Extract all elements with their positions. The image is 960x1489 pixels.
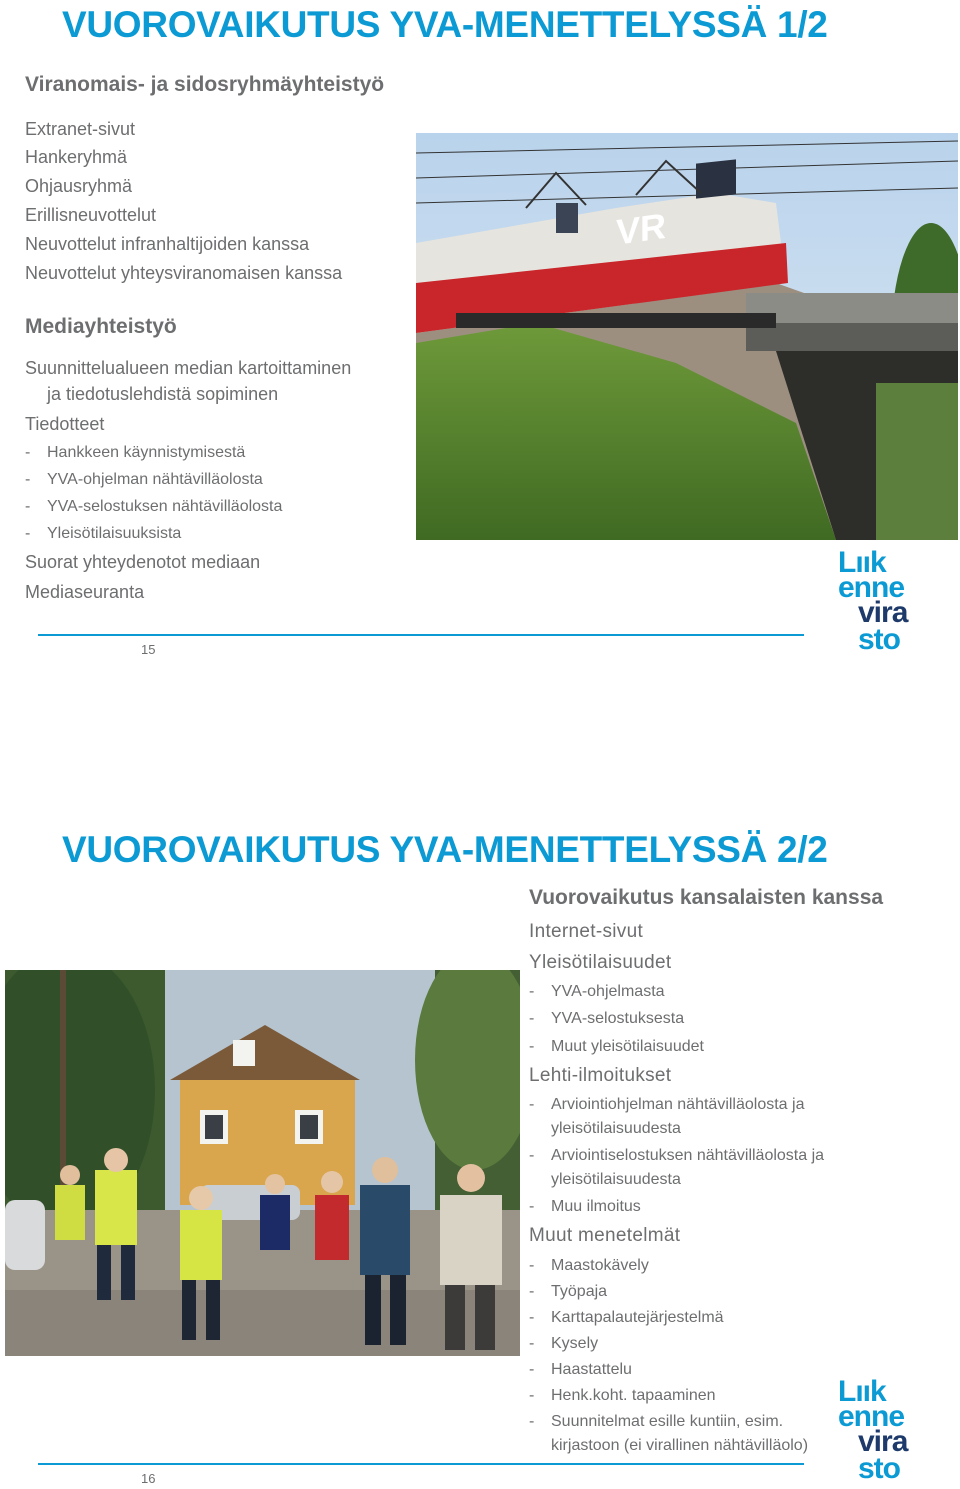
sub-list-item-continuation: yleisötilaisuudesta <box>551 1120 681 1137</box>
liikennevirasto-logo <box>838 1377 938 1489</box>
logo-line: vira <box>858 1425 908 1458</box>
list-item: Tiedotteet <box>25 414 105 434</box>
page-number: 16 <box>141 1471 156 1486</box>
footer-divider <box>38 634 804 636</box>
list-item: Muut menetelmät <box>529 1225 681 1246</box>
footer-divider <box>38 1463 804 1465</box>
sub-list-item: - Karttapalautejärjestelmä <box>529 1309 724 1326</box>
sub-list-item-continuation: kirjastoon (ei virallinen nähtävilläolo) <box>551 1437 809 1454</box>
list-item: Suorat yhteydenotot mediaan <box>25 552 261 572</box>
section-heading: Vuorovaikutus kansalaisten kanssa <box>529 886 884 909</box>
sub-list-item: - YVA-selostuksen nähtävilläolosta <box>25 498 283 515</box>
list-item: Erillisneuvottelut <box>25 205 157 225</box>
sub-list-item-text: Karttapalautejärjestelmä <box>551 1309 724 1326</box>
sub-list-item-text: Haastattelu <box>551 1361 632 1378</box>
list-item: Internet-sivut <box>529 921 644 942</box>
people-outdoors-photo <box>5 970 520 1356</box>
sub-list-item: - Suunnitelmat esille kuntiin, esim. <box>529 1413 784 1430</box>
sub-list-item-text: Muu ilmoitus <box>551 1198 641 1215</box>
logo-line: Lıık <box>838 1375 886 1408</box>
sub-list-item-text: YVA-ohjelman nähtävilläolosta <box>47 471 263 488</box>
logo-line: enne <box>838 1400 905 1433</box>
train-on-bridge-photo <box>416 133 958 540</box>
sub-list-item: - Muu ilmoitus <box>529 1198 641 1215</box>
sub-list-item-text: Työpaja <box>551 1283 608 1300</box>
list-item: Hankeryhmä <box>25 147 128 167</box>
sub-list-item-text: Yleisötilaisuuksista <box>47 525 182 542</box>
sub-list-item: - Maastokävely <box>529 1257 649 1274</box>
sub-list-item-text: Muut yleisötilaisuudet <box>551 1038 704 1055</box>
section-heading: Mediayhteistyö <box>25 315 177 338</box>
section-heading: Viranomais- ja sidosryhmäyhteistyö <box>25 73 385 96</box>
list-item: ja tiedotuslehdistä sopiminen <box>47 384 279 404</box>
sub-list-item: - Haastattelu <box>529 1361 632 1378</box>
list-item: Extranet-sivut <box>25 119 136 139</box>
svg-text:VR: VR <box>616 205 666 253</box>
sub-list-item-text: Arviointiohjelman nähtävilläolosta ja <box>551 1096 805 1113</box>
page-number: 15 <box>141 642 156 657</box>
sub-list-item-text: Arviointiselostuksen nähtävilläolosta ja <box>551 1147 825 1164</box>
sub-list-item: - Arviointiohjelman nähtävilläolosta ja <box>529 1096 805 1113</box>
sub-list-item: - YVA-ohjelmasta <box>529 983 665 1000</box>
sub-list-item-text: YVA-selostuksen nähtävilläolosta <box>47 498 283 515</box>
list-item: Mediaseuranta <box>25 582 145 602</box>
sub-list-item: - Työpaja <box>529 1283 608 1300</box>
logo-line: sto <box>858 1452 900 1485</box>
list-item: Lehti-ilmoitukset <box>529 1065 672 1086</box>
logo-line: vira <box>858 596 908 629</box>
slide-title: VUOROVAIKUTUS YVA-MENETTELYSSÄ 2/2 <box>62 829 828 870</box>
sub-list-item-text: Suunnitelmat esille kuntiin, esim. <box>551 1413 784 1430</box>
sub-list-item: - Kysely <box>529 1335 599 1352</box>
sub-list-item: - Hankkeen käynnistymisestä <box>25 444 246 461</box>
sub-list-item-text: Hankkeen käynnistymisestä <box>47 444 246 461</box>
sub-list-item: - Yleisötilaisuuksista <box>25 525 182 542</box>
sub-list-item-text: Henk.koht. tapaaminen <box>551 1387 716 1404</box>
logo-line: enne <box>838 571 905 604</box>
sub-list-item: - YVA-ohjelman nähtävilläolosta <box>25 471 263 488</box>
logo-line: sto <box>858 623 900 656</box>
sub-list-item: - YVA-selostuksesta <box>529 1010 685 1027</box>
logo-line: Lıık <box>838 546 886 579</box>
liikennevirasto-logo <box>838 548 938 660</box>
list-item: Ohjausryhmä <box>25 176 133 196</box>
slide-title: VUOROVAIKUTUS YVA-MENETTELYSSÄ 1/2 <box>62 4 828 45</box>
list-item: Suunnittelualueen median kartoittaminen <box>25 358 352 378</box>
sub-list-item-text: YVA-selostuksesta <box>551 1010 685 1027</box>
sub-list-item-text: YVA-ohjelmasta <box>551 983 665 1000</box>
sub-list-item: - Henk.koht. tapaaminen <box>529 1387 716 1404</box>
list-item: Neuvottelut infranhaltijoiden kanssa <box>25 234 310 254</box>
sub-list-item-continuation: yleisötilaisuudesta <box>551 1171 681 1188</box>
sub-list-item: - Arviointiselostuksen nähtävilläolosta ja <box>529 1147 825 1164</box>
sub-list-item-text: Maastokävely <box>551 1257 649 1274</box>
sub-list-item-text: Kysely <box>551 1335 599 1352</box>
sub-list-item: - Muut yleisötilaisuudet <box>529 1038 704 1055</box>
list-item: Neuvottelut yhteysviranomaisen kanssa <box>25 263 343 283</box>
list-item: Yleisötilaisuudet <box>529 952 672 973</box>
